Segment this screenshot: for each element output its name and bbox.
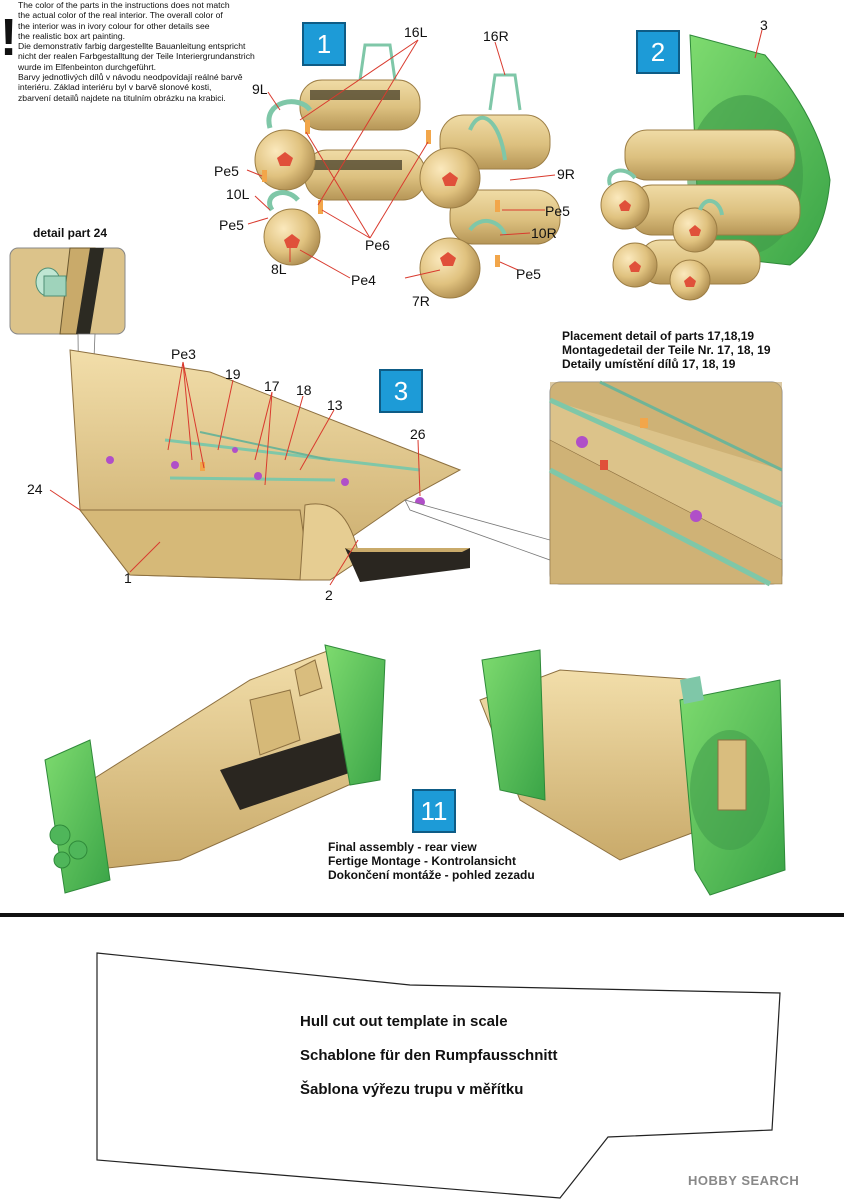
final-line-cz: Dokončení montáže - pohled zezadu [328, 868, 535, 882]
label-16L: 16L [404, 24, 428, 40]
step-badge-11: 11 [412, 789, 456, 833]
label-pe4: Pe4 [351, 272, 376, 288]
warning-exclamation: ! [0, 9, 18, 67]
note-line: the actual color of the real interior. The overall color of [18, 10, 223, 21]
template-line-cz: Šablona výřezu trupu v měřítku [300, 1081, 524, 1098]
note-line: the interior was in ivory colour for other details see [18, 20, 210, 31]
hull-template-outline [97, 953, 780, 1198]
note-line: zbarvení detailů najdete na titulním obrázku na krabici. [18, 92, 226, 103]
section-divider [0, 913, 844, 917]
note-line: The color of the parts in the instructions does not match [18, 0, 230, 10]
label-9R: 9R [557, 166, 575, 182]
label-7R: 7R [412, 293, 430, 309]
watermark-logo: HOBBY SEARCH [688, 1173, 800, 1188]
placement-detail-inset [550, 382, 782, 584]
note-line: Barvy jednotlivých dílů v návodu neodpovídají reálné barvě [18, 72, 243, 83]
label-pe5-c: Pe5 [545, 203, 570, 219]
label-pe5-d: Pe5 [516, 266, 541, 282]
detail-24-title: detail part 24 [33, 226, 108, 240]
color-note [18, 0, 318, 103]
placement-line-en: Placement detail of parts 17,18,19 [562, 329, 755, 343]
template-line-en: Hull cut out template in scale [300, 1013, 508, 1030]
label-10L: 10L [226, 186, 250, 202]
label-16R: 16R [483, 28, 509, 44]
note-line: nicht der realen Farbgestalltung der Teile Interiergrundanstrich [18, 51, 255, 62]
label-13: 13 [327, 397, 343, 413]
placement-line-cz: Detaily umístění dílů 17, 18, 19 [562, 357, 736, 371]
label-18: 18 [296, 382, 312, 398]
placement-line-de: Montagedetail der Teile Nr. 17, 18, 19 [562, 343, 771, 357]
label-pe5-a: Pe5 [214, 163, 239, 179]
note-line: Die demonstrativ farbig dargestellte Bauanleitung entspricht [18, 41, 246, 52]
final-line-en: Final assembly - rear view [328, 840, 477, 854]
label-pe3: Pe3 [171, 346, 196, 362]
note-line: interiéru. Základ interiéru byl v barvě slonové kosti, [18, 82, 212, 93]
note-line: wurde im Elfenbeinton durchgeführt. [18, 61, 157, 72]
note-line: the realistic box art painting. [18, 30, 126, 41]
label-19: 19 [225, 366, 241, 382]
label-2: 2 [325, 587, 333, 603]
label-24: 24 [27, 481, 43, 497]
label-9L: 9L [252, 81, 268, 97]
label-10R: 10R [531, 225, 557, 241]
template-line-de: Schablone für den Rumpfausschnitt [300, 1047, 558, 1064]
label-17: 17 [264, 378, 280, 394]
final-assembly-caption [328, 840, 535, 882]
placement-caption [562, 329, 771, 371]
label-26: 26 [410, 426, 426, 442]
label-3: 3 [760, 17, 768, 33]
step-badge-1: 1 [302, 22, 346, 66]
label-pe6: Pe6 [365, 237, 390, 253]
final-line-de: Fertige Montage - Kontrolansicht [328, 854, 517, 868]
label-pe5-b: Pe5 [219, 217, 244, 233]
step-badge-3: 3 [379, 369, 423, 413]
step-badge-2: 2 [636, 30, 680, 74]
label-1: 1 [124, 570, 132, 586]
label-8L: 8L [271, 261, 287, 277]
